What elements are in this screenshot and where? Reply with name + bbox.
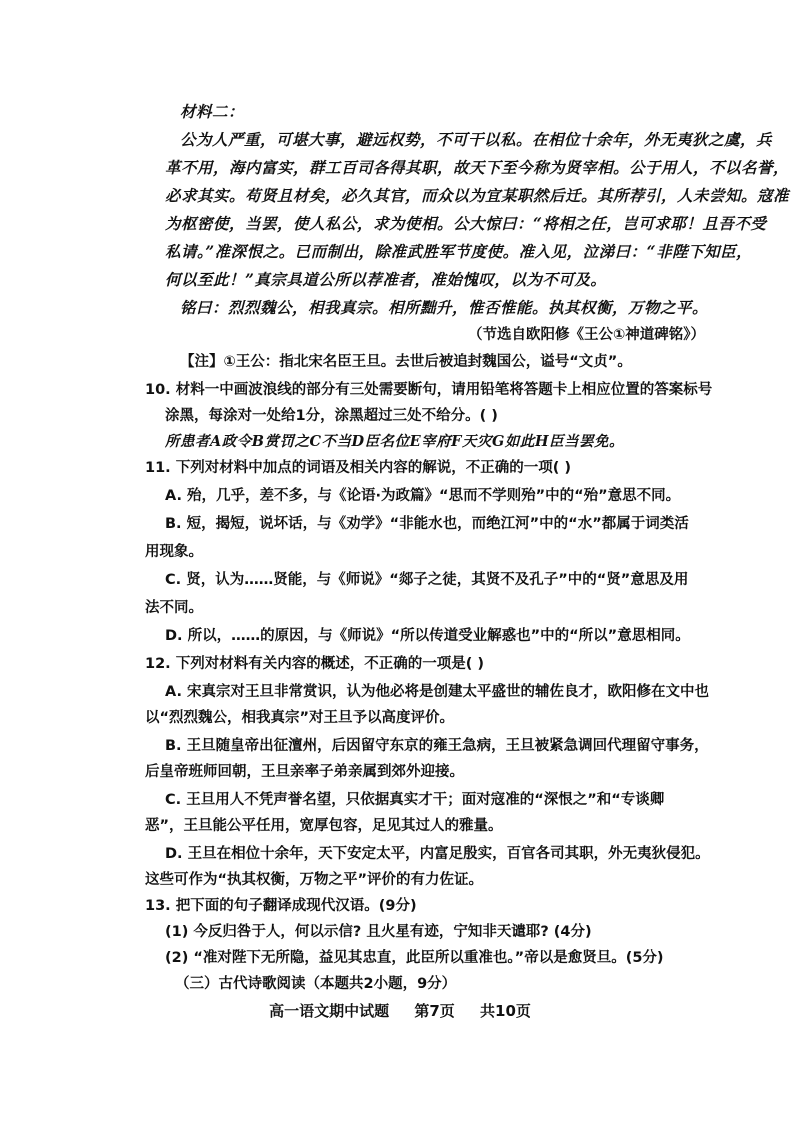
q12-option-d-1: D. 王旦在相位十余年，天下安定太平，内富足殷实，百官各司其职，外无夷狄侵犯。	[165, 846, 710, 862]
material2-heading: 材料二：	[180, 102, 245, 121]
q12-option-c-2: 恶”，王旦能公平任用，宽厚包容，足见其过人的雅量。	[145, 818, 503, 834]
inscription: 铭曰：烈烈魏公，相我真宗。相所黜升，惟否惟能。执其权衡，万物之平。	[180, 298, 709, 317]
q11-option-d: D. 所以，……的原因，与《师说》“所以传道受业解惑也”中的“所以”意思相同。	[165, 628, 690, 644]
q10-line-1: 10. 材料一中画波浪线的部分有三处需要断句，请用铅笔将答题卡上相应位置的答案标号	[145, 382, 713, 398]
section-heading: （三）古代诗歌阅读（本题共2小题，9分）	[175, 976, 457, 992]
footer-total-pages: 共10页	[480, 1002, 531, 1020]
material2-line-2: 革不用，海内富实，群工百司各得其职，故天下至今称为贤宰相。公于用人，不以名誉，	[165, 158, 790, 177]
material2-line-6: 何以至此！”真宗具道公所以荐准者，准始愧叹，以为不可及。	[165, 270, 607, 289]
source-citation: （节选自欧阳修《王公①神道碑铭》）	[468, 327, 706, 343]
q12-option-d-2: 这些可作为“执其权衡，万物之平”评价的有力佐证。	[145, 872, 484, 888]
q11-stem: 11. 下列对材料中加点的词语及相关内容的解说，不正确的一项( )	[145, 460, 572, 476]
q12-option-a-2: 以“烈烈魏公，相我真宗”对王旦予以高度评价。	[145, 710, 455, 726]
q13-sentence-2: (2) “准对陛下无所隐，益见其忠直，此臣所以重准也。”帝以是愈贤旦。(5分)	[165, 950, 664, 966]
q12-stem: 12. 下列对材料有关内容的概述，不正确的一项是( )	[145, 656, 485, 672]
q12-option-a-1: A. 宋真宗对王旦非常赏识，认为他必将是创建太平盛世的辅佐良才，欧阳修在文中也	[165, 684, 710, 700]
q13-stem: 13. 把下面的句子翻译成现代汉语。(9分)	[145, 898, 417, 914]
footer-page-number: 第7页	[414, 1002, 455, 1020]
material2-line-3: 必求其实。苟贤且材矣，必久其官，而众以为宜某职然后迁。其所荐引，人未尝知。寇准	[165, 186, 790, 205]
q13-sentence-1: (1) 今反归咎于人，何以示信? 且火星有迹，宁知非天谴耶? (4分)	[165, 924, 592, 940]
footer-title: 高一语文期中试题	[269, 1002, 390, 1020]
q11-option-b-2: 用现象。	[145, 544, 203, 560]
q12-option-b-2: 后皇帝班师回朝，王旦亲率子弟亲属到郊外迎接。	[145, 764, 464, 780]
q11-option-b-1: B. 短，揭短，说坏话，与《劝学》“非能水也，而绝江河”中的“水”都属于词类活	[165, 516, 689, 532]
q11-option-a: A. 殆，几乎，差不多，与《论语·为政篇》“思而不学则殆”中的“殆”意思不同。	[165, 488, 681, 504]
material2-line-5: 私请。”准深恨之。已而制出，除准武胜军节度使。准入见，泣涕曰：“非陛下知臣，	[165, 242, 753, 261]
page-footer	[0, 1000, 800, 1021]
q10-options: 所患者A政令B赏罚之C不当D臣名位E宰府F天灾G如此H臣当罢免。	[165, 433, 625, 450]
q11-option-c-1: C. 贤，认为……贤能，与《师说》“郯子之徒，其贤不及孔子”中的“贤”意思及用	[165, 572, 689, 588]
q11-option-c-2: 法不同。	[145, 600, 203, 616]
material2-line-1: 公为人严重，可堪大事，避远权势，不可干以私。在相位十余年，外无夷狄之虞，兵	[180, 130, 773, 149]
q12-option-c-1: C. 王旦用人不凭声誉名望，只依据真实才干；面对寇准的“深恨之”和“专谈卿	[165, 792, 665, 808]
q12-option-b-1: B. 王旦随皇帝出征澶州，后因留守东京的雍王急病，王旦被紧急调回代理留守事务，	[165, 738, 709, 754]
q10-line-2: 涂黑，每涂对一处给1分，涂黑超过三处不给分。( )	[165, 408, 498, 424]
material2-line-4: 为枢密使，当罢，使人私公，求为使相。公大惊曰：“将相之任，岂可求耶！且吾不受	[165, 214, 767, 233]
annotation-note: 【注】①王公：指北宋名臣王旦。去世后被追封魏国公，谥号“文贞”。	[180, 354, 632, 370]
